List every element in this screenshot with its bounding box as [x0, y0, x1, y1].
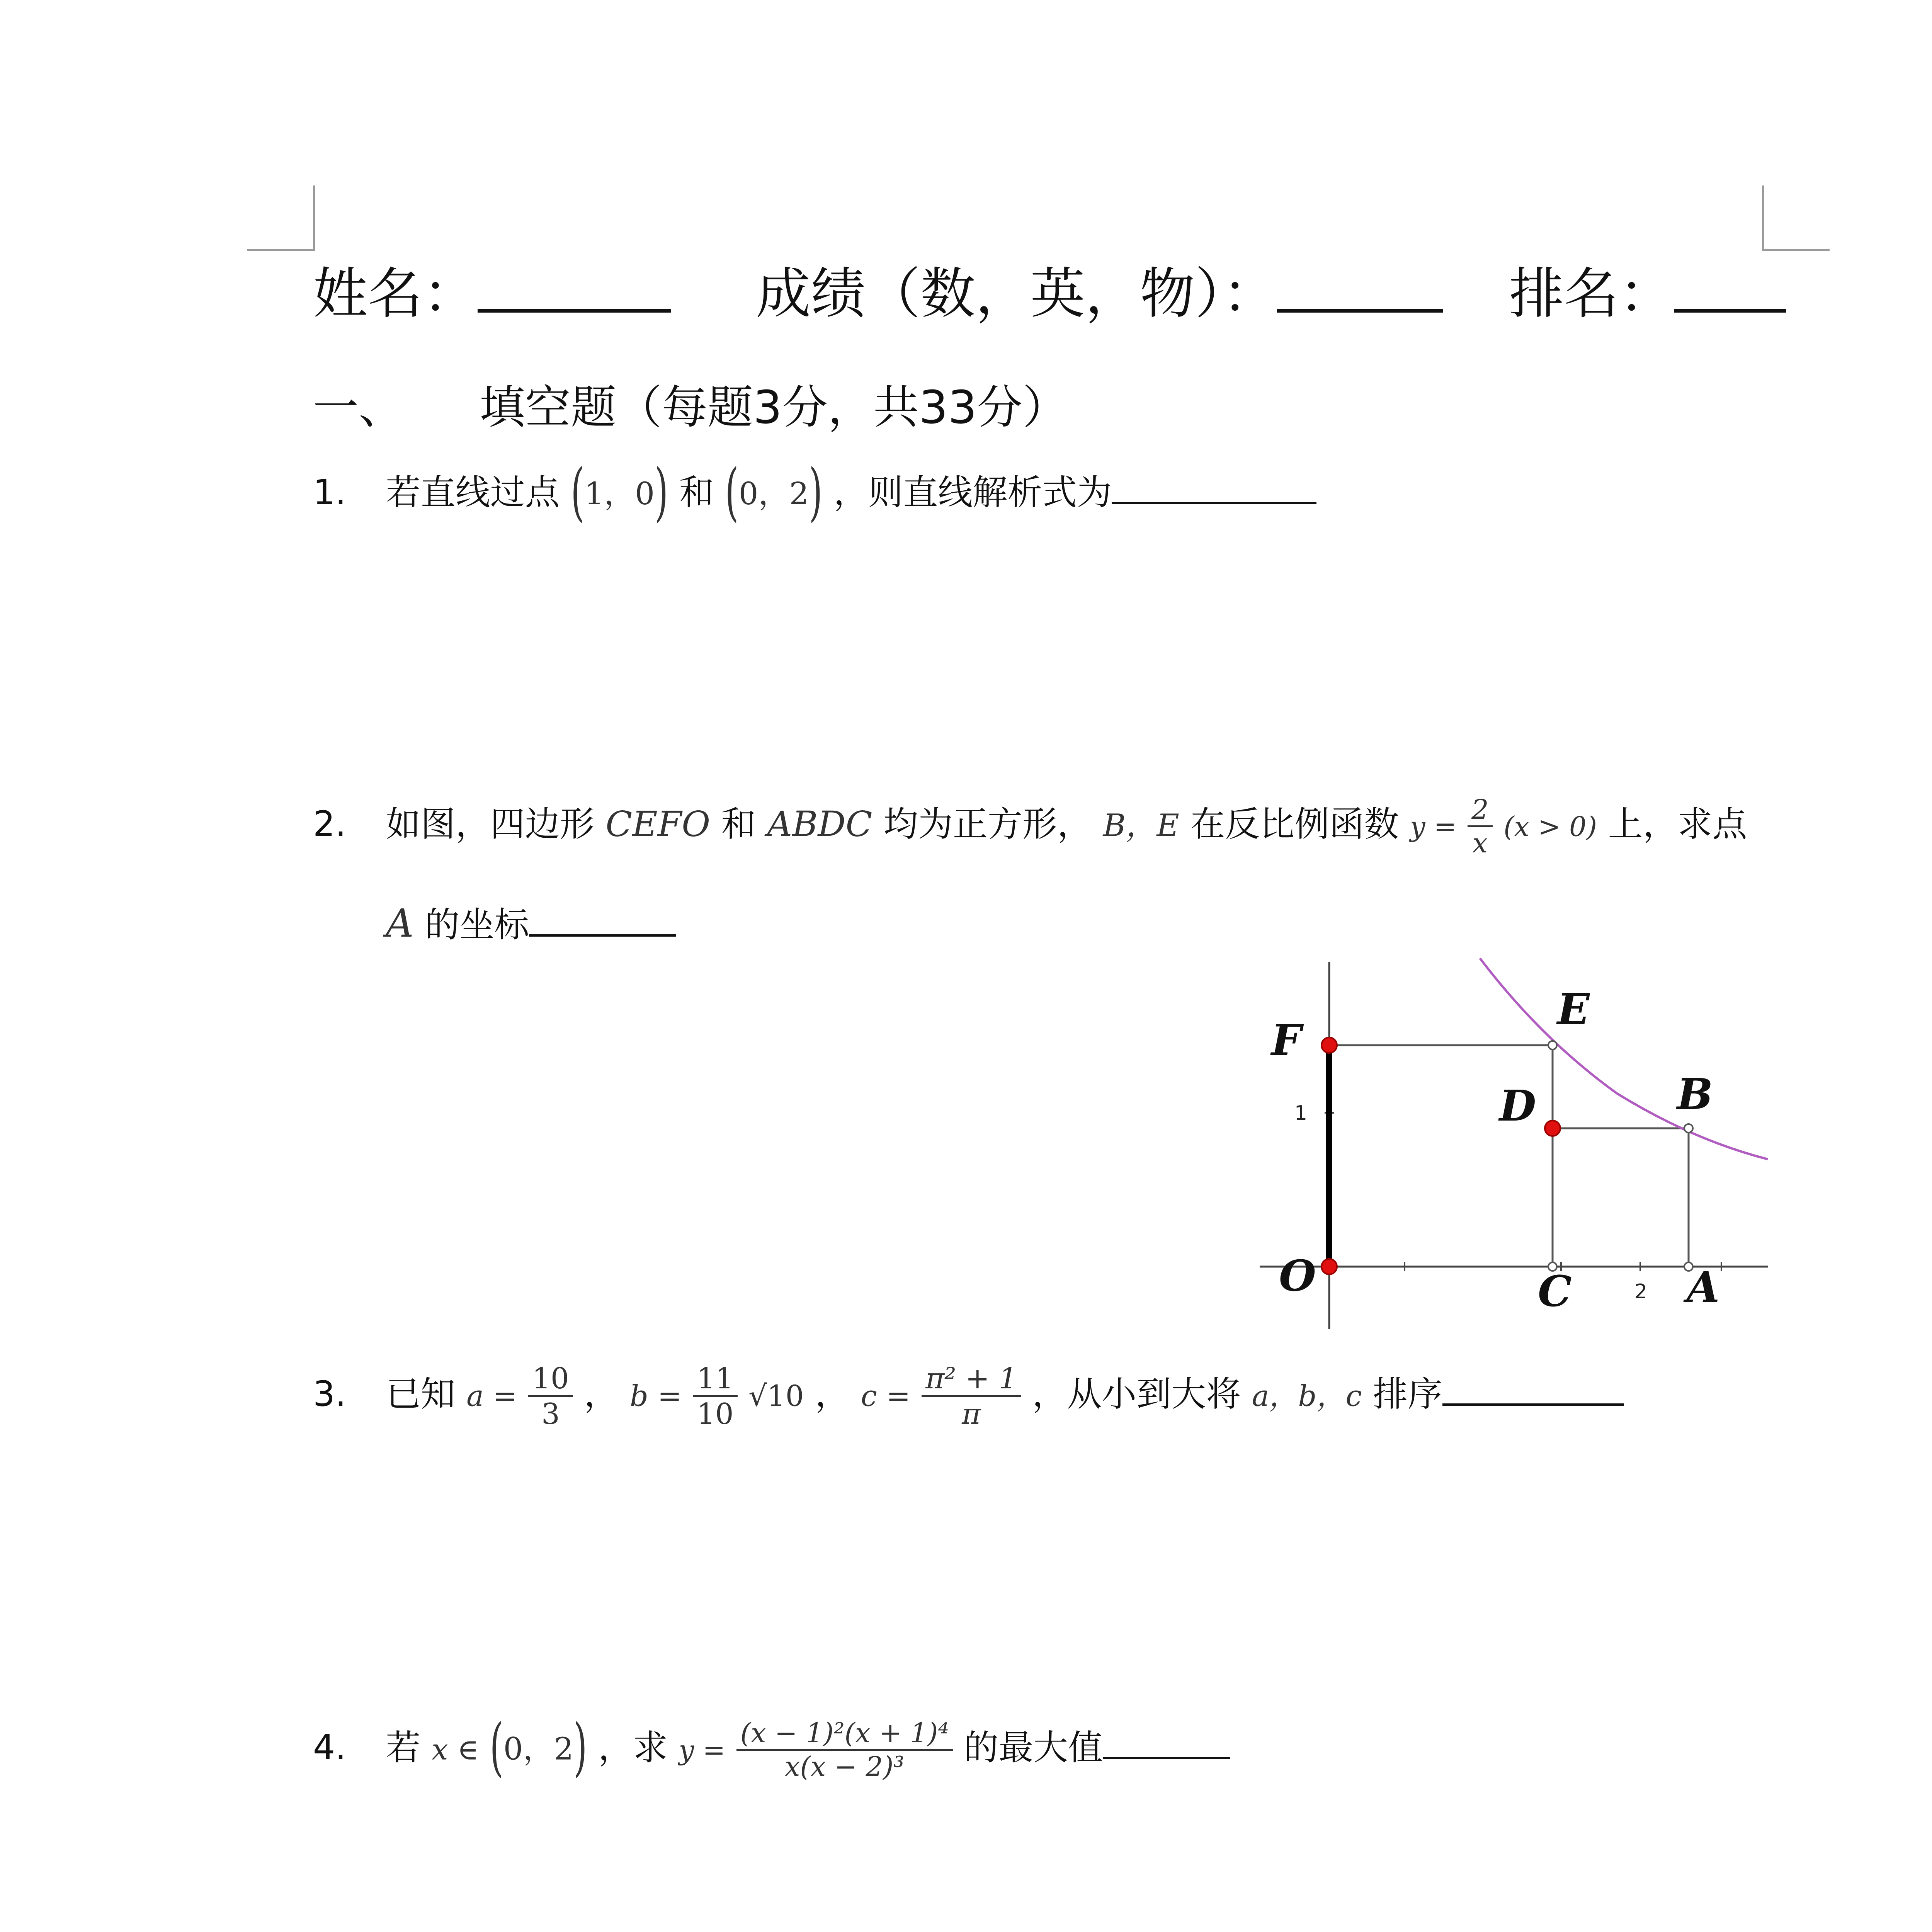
question-text: 和	[721, 804, 756, 845]
question-text: 如图，四边形	[386, 804, 595, 845]
name-blank[interactable]	[478, 305, 671, 313]
label-d: D	[1499, 1081, 1536, 1131]
function-fraction: $\frac{\text{(x − 1)²(x + 1)⁴}}{\text{x(x − 2)³}}$	[736, 1719, 953, 1780]
b-lhs: b =	[629, 1379, 682, 1413]
a-fraction: $\frac{10}{3}$	[528, 1364, 573, 1429]
square-hyperbola-figure	[1248, 951, 1774, 1337]
b-fraction: $\frac{11}{10}$	[693, 1364, 737, 1429]
question-text: 排序	[1373, 1374, 1443, 1415]
crop-mark-top-right-v	[1762, 185, 1764, 251]
crop-mark-top-left-v	[313, 185, 315, 251]
crop-mark-top-left-h	[247, 249, 315, 251]
point-b	[1684, 1124, 1693, 1133]
question-text: ，则直线解析式为	[833, 472, 1112, 513]
tick-label-x: 2	[1634, 1280, 1648, 1303]
math-abdc: ABDC	[767, 804, 872, 845]
exam-header	[313, 262, 1786, 326]
question-text: ，从小到大将	[1032, 1374, 1241, 1415]
question-text: 已知	[386, 1374, 456, 1415]
score-blank[interactable]	[1277, 305, 1443, 313]
point-d	[1545, 1121, 1560, 1136]
question-4: 4. 若 x ∈ (0，2) ，求 y = $\frac{\text{(x − 1)²(x + 1)⁴}}{\text{x(x − 2)³}}$ 的最大值	[313, 1719, 1230, 1780]
a-lhs: a =	[466, 1379, 517, 1413]
function-lhs: y =	[1410, 811, 1457, 843]
question-text: 若直线过点	[386, 472, 560, 513]
point-1: 1，0	[584, 476, 655, 512]
answer-blank[interactable]	[1442, 1401, 1624, 1406]
answer-blank[interactable]	[529, 932, 676, 937]
c-lhs: c =	[861, 1379, 911, 1413]
rank-blank[interactable]	[1674, 305, 1786, 313]
math-cefo: CEFO	[605, 804, 711, 845]
question-text: 均为正方形，	[883, 804, 1092, 845]
question-number: 2.	[313, 804, 346, 845]
label-o: O	[1279, 1251, 1316, 1301]
math-vars: a，b，c	[1252, 1379, 1362, 1413]
label-c: C	[1538, 1266, 1572, 1316]
c-fraction: $\frac{\text{π² + 1}}{\pi}$	[922, 1364, 1021, 1429]
question-text: 和	[679, 472, 714, 513]
question-3: 3. 已知 a = $\frac{10}{3}$ ， b = $\frac{11}{10}$ √10 ， c = $\frac{\text{π² + 1}}{\pi}$ ，从小到大将 a，b，c 排序	[313, 1364, 1624, 1429]
question-2-line-2	[313, 901, 676, 946]
crop-mark-top-right-h	[1762, 249, 1830, 251]
answer-blank[interactable]	[1103, 1755, 1230, 1759]
condition-lhs: x ∈	[432, 1732, 479, 1767]
math-b-e: B，E	[1103, 807, 1179, 844]
section-title: 填空题（每题3分，共33分）	[480, 381, 1068, 434]
point-e	[1548, 1041, 1557, 1049]
question-text: 的最大值	[964, 1727, 1103, 1768]
question-1: 1. 若直线过点 (1，0) 和 (0，2) ，则直线解析式为	[313, 475, 1316, 510]
question-text: ，求	[598, 1727, 668, 1768]
label-e: E	[1557, 984, 1590, 1034]
question-text: 的坐标	[425, 905, 529, 945]
question-text: 在反比例函数	[1190, 804, 1399, 845]
function-fraction: $\frac{2}{x}$	[1468, 796, 1493, 857]
question-text: 上，求点	[1608, 804, 1747, 845]
function-domain: (x > 0)	[1503, 811, 1597, 843]
b-radical: √10	[748, 1379, 804, 1413]
question-number: 4.	[313, 1727, 346, 1768]
answer-blank[interactable]	[1112, 500, 1316, 504]
tick-label-y: 1	[1294, 1102, 1308, 1125]
question-2	[313, 796, 1747, 857]
point-o	[1321, 1259, 1337, 1274]
condition-interval: 0，2	[503, 1731, 574, 1767]
rank-label: 排名：	[1509, 262, 1674, 326]
point-2: 0，2	[738, 476, 809, 512]
math-a: A	[386, 901, 414, 946]
label-a: A	[1687, 1262, 1720, 1312]
section-heading	[313, 381, 1068, 434]
section-number: 一、	[313, 381, 405, 434]
label-b: B	[1677, 1069, 1713, 1119]
question-number: 1.	[313, 472, 346, 513]
score-label: 成绩（数，英，物）：	[756, 262, 1277, 326]
label-f: F	[1271, 1015, 1302, 1065]
point-f	[1321, 1037, 1337, 1053]
name-label: 姓名：	[313, 262, 478, 326]
function-lhs: y =	[679, 1734, 726, 1766]
question-text: 若	[386, 1727, 421, 1768]
question-number: 3.	[313, 1374, 346, 1415]
